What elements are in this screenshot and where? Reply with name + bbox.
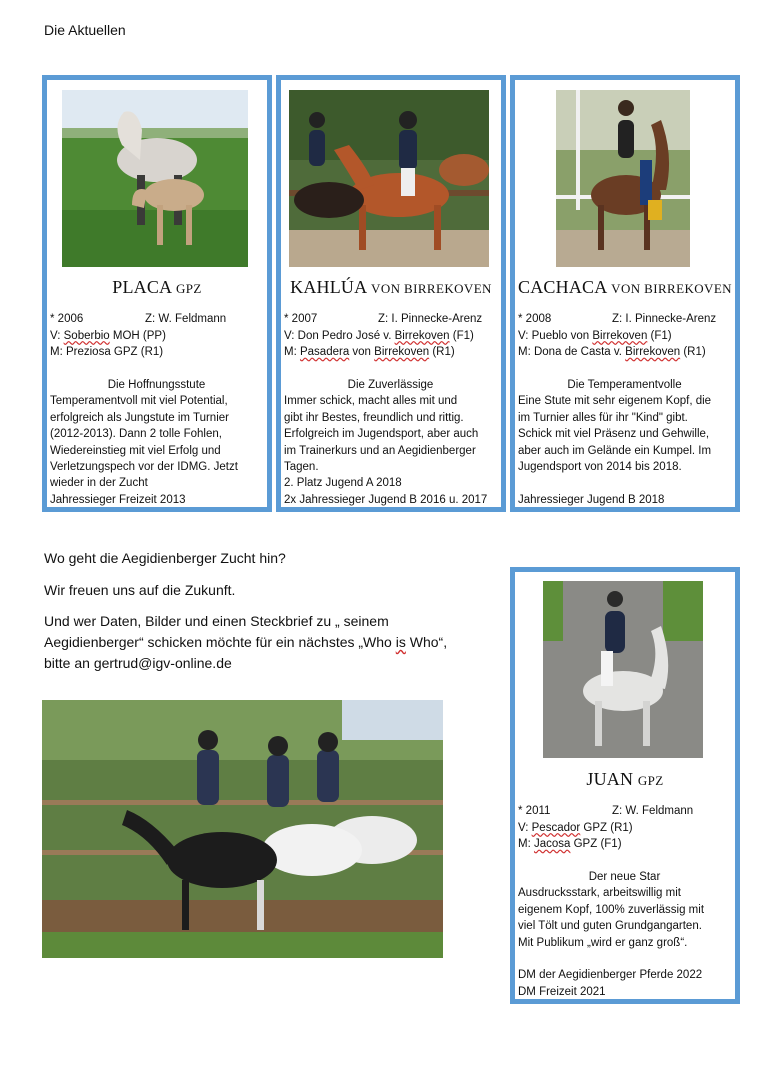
pedigree-info xyxy=(518,311,731,361)
horse-name-cachaca xyxy=(515,277,735,298)
breeder: Z: W. Feldmann xyxy=(612,805,694,817)
dam-name: Birrekoven xyxy=(625,346,681,358)
horse-name-main: CACHACA xyxy=(518,277,607,297)
description-line: Immer schick, macht alles mit und xyxy=(284,395,458,408)
sire-name: Soberbio xyxy=(63,329,110,342)
horse-description xyxy=(284,377,497,508)
description-title: Die Temperamentvolle xyxy=(567,379,682,391)
description-line: 2x Jahressieger Jugend B 2016 u. 2017 xyxy=(284,493,488,506)
dam-name: Jacosa xyxy=(533,838,571,850)
description-line: im Trainerkurs und an Aegidienberger xyxy=(284,444,476,457)
page-heading: Die Aktuellen xyxy=(44,22,126,38)
birth-year: * 2008 xyxy=(518,313,552,325)
description-title: Die Zuverlässige xyxy=(347,379,434,391)
sire-rest: GPZ (R1) xyxy=(580,821,633,834)
description-line: gibt ihr Bestes, freundlich und rittig. xyxy=(284,411,464,424)
sire-label: V: xyxy=(50,329,64,342)
sire-rest: (F1) xyxy=(647,329,672,342)
sire-name: Pescador xyxy=(531,821,581,834)
invite-line-1: Und wer Daten, Bilder und einen Steckbrief zu „ seinem xyxy=(44,613,389,629)
description-line: Jahressieger Freizeit 2013 xyxy=(50,493,186,506)
sire-label: V: xyxy=(518,821,532,834)
horse-photo-cachaca xyxy=(556,90,690,267)
description-line: Temperamentvoll mit viel Potential, xyxy=(50,395,228,408)
description-line: Tagen. xyxy=(284,461,319,474)
invite-line-2 xyxy=(44,632,447,653)
horse-card-placa xyxy=(42,75,272,512)
closing-question: Wo geht die Aegidienberger Zucht hin? xyxy=(44,550,286,566)
description-line: (2012-2013). Dann 2 tolle Fohlen, xyxy=(50,428,222,441)
description-line: viel Tölt und guten Grundgangarten. xyxy=(518,920,702,933)
sire-name: Birrekoven xyxy=(394,329,450,342)
pedigree-info xyxy=(284,311,497,361)
dam-name: Pasadera xyxy=(299,346,350,358)
horse-name-suffix: VON BIRREKOVEN xyxy=(371,281,492,296)
dam-mid: von xyxy=(349,346,375,358)
description-line: Verletzungspech vor der IDMG. Jetzt xyxy=(50,461,238,474)
horse-photo-juan xyxy=(543,581,703,758)
horse-name-main: PLACA xyxy=(112,277,172,297)
sire-rest: MOH (PP) xyxy=(109,329,166,342)
invite-text-end: Who“, xyxy=(405,634,448,650)
birth-year: * 2011 xyxy=(518,805,551,817)
dam-name-2: Birrekoven xyxy=(374,346,430,358)
description-line: Jugendsport von 2014 bis 2018. xyxy=(518,461,682,474)
description-line: Erfolgreich im Jugendsport, aber auch xyxy=(284,428,479,441)
dam-label: M: xyxy=(518,838,534,850)
dam-rest: (R1) xyxy=(429,346,455,358)
description-line: wieder in der Zucht xyxy=(50,477,148,490)
description-line: Ausdrucksstark, arbeitswillig mit xyxy=(518,887,681,900)
horse-name-juan xyxy=(515,769,735,790)
description-line xyxy=(518,475,731,491)
invite-line-3: bitte an gertrud@igv-online.de xyxy=(44,655,232,671)
sire-label: V: Don Pedro José v. xyxy=(284,329,395,342)
horse-name-placa xyxy=(47,277,267,298)
dam-name: Preziosa GPZ (R1) xyxy=(65,346,164,358)
horse-photo-placa xyxy=(62,90,248,267)
invite-text: Aegidienberger“ schicken möchte für ein nächstes „Who xyxy=(44,634,396,650)
description-line: Eine Stute mit sehr eigenem Kopf, die xyxy=(518,395,712,408)
dam-rest: GPZ (F1) xyxy=(570,838,622,850)
horse-description xyxy=(518,869,731,1000)
sire-name: Birrekoven xyxy=(592,329,648,342)
birth-year: * 2006 xyxy=(50,313,84,325)
pedigree-info xyxy=(518,803,731,853)
riders-group-photo xyxy=(42,700,443,958)
sire-rest: (F1) xyxy=(449,329,474,342)
description-title: Die Hoffnungsstute xyxy=(107,379,206,391)
breeder: Z: W. Feldmann xyxy=(145,313,227,325)
closing-future: Wir freuen uns auf die Zukunft. xyxy=(44,582,236,598)
horse-name-kahlua xyxy=(281,277,501,298)
horse-description xyxy=(518,377,731,508)
horse-name-main: JUAN xyxy=(586,769,634,789)
description-line: eigenem Kopf, 100% zuverlässig mit xyxy=(518,903,705,916)
dam-label: M: xyxy=(284,346,300,358)
breeder: Z: I. Pinnecke-Arenz xyxy=(378,313,483,325)
description-title: Der neue Star xyxy=(588,871,661,883)
description-line: DM der Aegidienberger Pferde 2022 xyxy=(518,969,703,982)
description-line: 2. Platz Jugend A 2018 xyxy=(284,477,402,490)
closing-invite xyxy=(44,611,447,674)
sire-label: V: Pueblo von xyxy=(518,329,593,342)
horse-card-kahlua xyxy=(276,75,506,512)
horse-card-cachaca xyxy=(510,75,740,512)
invite-is: is xyxy=(395,634,406,650)
horse-name-suffix: GPZ xyxy=(637,773,664,788)
description-line: Wiedereinstieg mit viel Erfolg und xyxy=(50,444,221,457)
breeder: Z: I. Pinnecke-Arenz xyxy=(612,313,717,325)
horse-name-suffix: VON BIRREKOVEN xyxy=(611,281,732,296)
description-line: Jahressieger Jugend B 2018 xyxy=(518,493,665,506)
dam-label: M: Dona de Casta v. xyxy=(518,346,626,358)
dam-rest: (R1) xyxy=(680,346,706,358)
pedigree-info xyxy=(50,311,263,361)
horse-name-main: KAHLÚA xyxy=(290,277,367,297)
description-line: DM Freizeit 2021 xyxy=(518,985,606,998)
description-line: Mit Publikum „wird er ganz groß“. xyxy=(518,936,688,949)
description-line xyxy=(518,951,731,967)
birth-year: * 2007 xyxy=(284,313,318,325)
horse-description xyxy=(50,377,263,508)
description-line: erfolgreich als Jungstute im Turnier xyxy=(50,411,229,424)
dam-label: M: xyxy=(50,346,66,358)
description-line: aber auch im Gelände ein Kumpel. Im xyxy=(518,444,712,457)
horse-card-juan xyxy=(510,567,740,1004)
horse-photo-kahlua xyxy=(289,90,489,267)
horse-name-suffix: GPZ xyxy=(175,281,202,296)
description-line: im Turnier alles für ihr "Kind" gibt. xyxy=(518,411,688,424)
description-line: Schick mit viel Präsenz und Gehwille, xyxy=(518,428,710,441)
